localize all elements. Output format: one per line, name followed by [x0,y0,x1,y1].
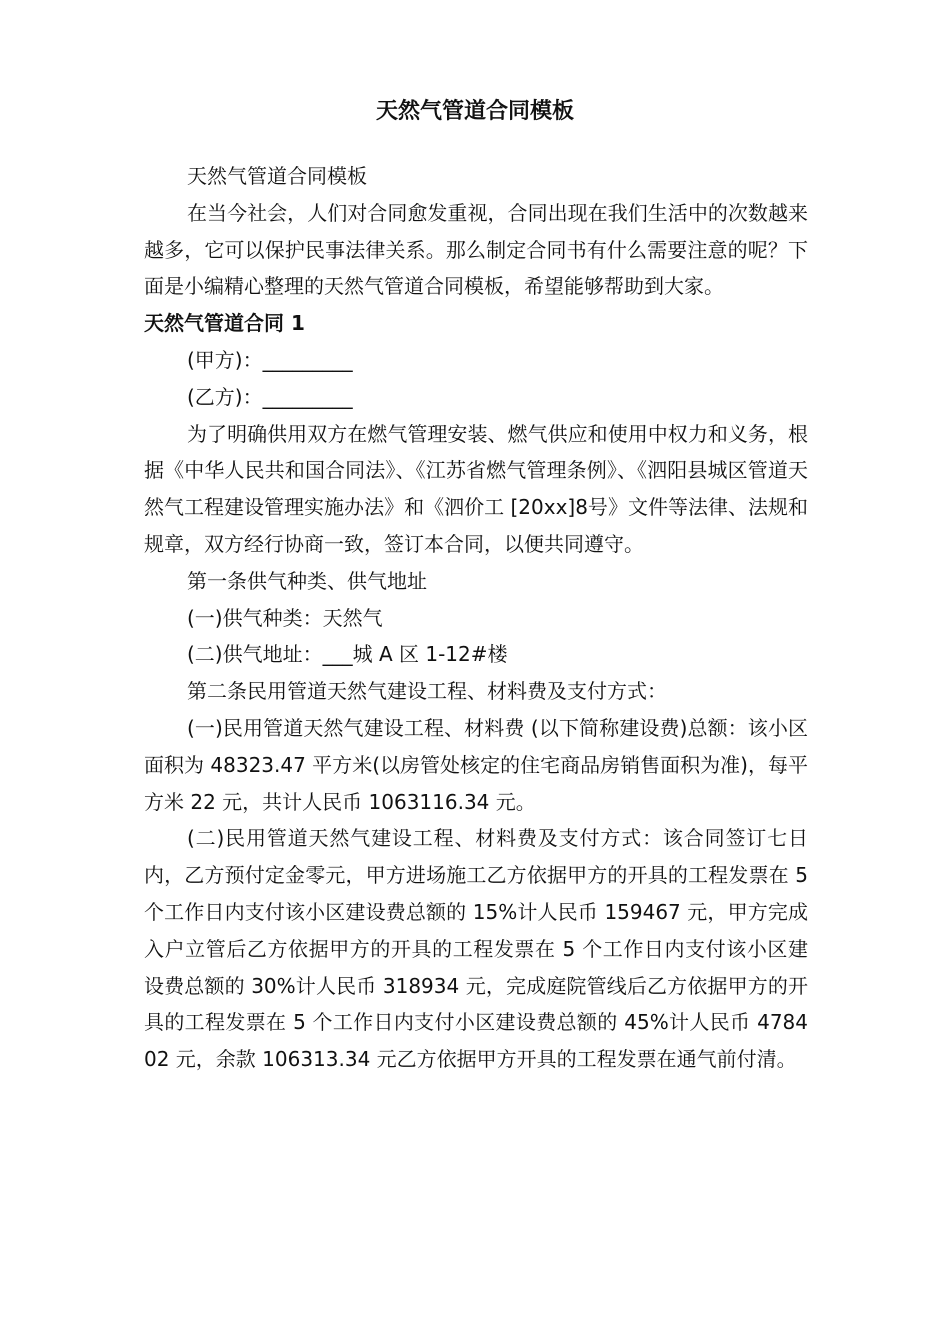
gas-address-line: (二)供气地址：___城 A 区 1-12#楼 [187,642,508,667]
party-b-line: (乙方)：_________ [187,384,353,409]
subtitle-paragraph: 天然气管道合同模板 [187,164,367,188]
article-1-heading: 第一条供气种类、供气地址 [187,568,427,593]
preamble-paragraph: 为了明确供用双方在燃气管理安装、燃气供应和使用中权力和义务，根据《中华人民共和国合同法》、《江苏省燃气管理条例》、《泗阳县城区管道天然气工程建设管理实施办法》和《泗价工 [20xx]8号》文件等法律、法规和规章，双方经行协商一致，签订本合同，以便共同遵守。 [144,421,808,556]
construction-fee-paragraph: (一)民用管道天然气建设工程、材料费 (以下简称建设费)总额：该小区面积为 48323.47 平方米(以房管处核定的住宅商品房销售面积为准)，每平方米 22 元，共计人民币 1063116.34 元。 [144,715,808,814]
intro-paragraph: 在当今社会，人们对合同愈发重视，合同出现在我们生活中的次数越来越多，它可以保护民事法律关系。那么制定合同书有什么需要注意的呢？下面是小编精心整理的天然气管道合同模板，希望能够帮助到大家。 [144,200,808,299]
document-body [144,158,808,1078]
gas-type-line: (一)供气种类：天然气 [187,605,383,630]
document-title: 天然气管道合同模板 [375,99,574,124]
section-heading: 天然气管道合同 1 [144,311,305,336]
article-2-heading: 第二条民用管道天然气建设工程、材料费及支付方式： [187,679,667,704]
party-a-line: (甲方)：_________ [187,347,353,372]
payment-method-paragraph: (二)民用管道天然气建设工程、材料费及支付方式：该合同签订七日内，乙方预付定金零元，甲方进场施工乙方依据甲方的开具的工程发票在 5 个工作日内支付该小区建设费总额的 15%计人民币 159467 元，甲方完成入户立管后乙方依据甲方的开具的工程发票在 5 个工作日内支付该小区建设费总额的 30%计人民币 318934 元，完成庭院管线后乙方依据甲方的开具的工程发票在 5 个工作日内支付小区建设费总额的 45%计人民币 478402 元，余款 106313.34 元乙方依据甲方开具的工程发票在通气前付清。 [144,826,808,1072]
